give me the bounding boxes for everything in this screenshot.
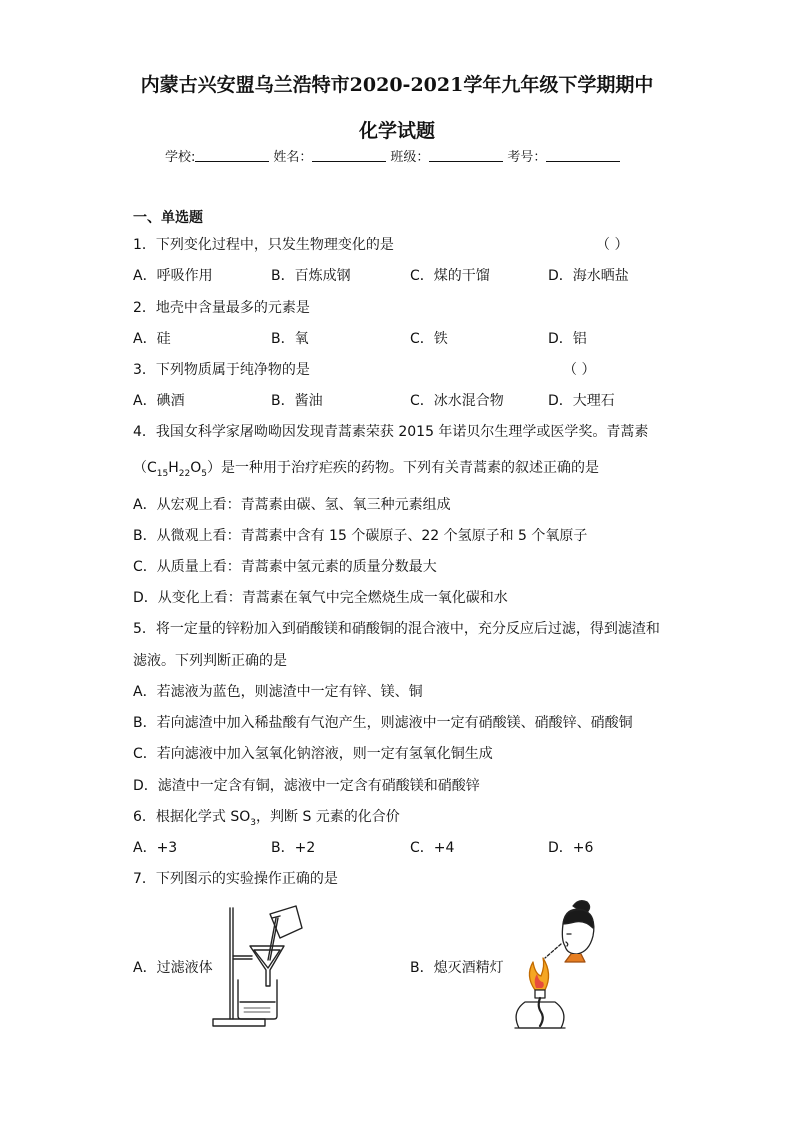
q5-option-c[interactable]: C．若向滤液中加入氢氧化钠溶液，则一定有氢氧化铜生成 [133, 746, 493, 762]
q3-answer-paren: （ ） [563, 362, 596, 378]
title-line2: 化学试题 [358, 120, 435, 142]
q2-option-d[interactable]: D．铝 [548, 331, 587, 347]
q4-option-a[interactable]: A．从宏观上看：青蒿素由碳、氢、氧三种元素组成 [133, 497, 451, 513]
q3-stem: 3．下列物质属于纯净物的是 [133, 362, 310, 378]
q6-option-d[interactable]: D．+6 [548, 840, 594, 856]
q7-option-b[interactable]: B．熄灭酒精灯 [410, 960, 504, 976]
q1-option-a[interactable]: A．呼吸作用 [133, 268, 213, 284]
class-label: 班级： [390, 150, 430, 165]
title-line1: 内蒙古兴安盟乌兰浩特市2020-2021学年九年级下学期期中 [140, 74, 654, 96]
q3-option-b[interactable]: B．酱油 [271, 393, 323, 409]
q6-option-b[interactable]: B．+2 [271, 840, 316, 856]
q5-option-d[interactable]: D．滤渣中一定含有铜，滤液中一定含有硝酸镁和硝酸锌 [133, 778, 480, 794]
q3-option-d[interactable]: D．大理石 [548, 393, 615, 409]
q2-stem: 2．地壳中含量最多的元素是 [133, 300, 310, 316]
q1-option-b[interactable]: B．百炼成钢 [271, 268, 351, 284]
q1-stem: 1．下列变化过程中，只发生物理变化的是 [133, 237, 394, 253]
school-label: 学校: [165, 150, 196, 165]
q1-answer-paren: （ ） [596, 237, 629, 253]
section-heading: 一、单选题 [133, 210, 203, 226]
student-info [165, 146, 624, 165]
q6-option-a[interactable]: A．+3 [133, 840, 178, 856]
q7-stem: 7．下列图示的实验操作正确的是 [133, 871, 338, 887]
q4-stem-line1: 4．我国女科学家屠呦呦因发现青蒿素荣获 2015 年诺贝尔生理学或医学奖。青蒿素 [133, 424, 649, 440]
q4-option-d[interactable]: D．从变化上看：青蒿素在氧气中完全燃烧生成一氧化碳和水 [133, 590, 508, 606]
q2-option-a[interactable]: A．硅 [133, 331, 171, 347]
q6-option-c[interactable]: C．+4 [410, 840, 455, 856]
number-label: 考号： [507, 150, 547, 165]
alcohol-lamp-figure [505, 894, 603, 1034]
name-blank[interactable] [312, 149, 386, 162]
name-label: 姓名： [273, 150, 313, 165]
q1-option-d[interactable]: D．海水晒盐 [548, 268, 629, 284]
q7-option-a[interactable]: A．过滤液体 [133, 960, 213, 976]
q3-option-c[interactable]: C．冰水混合物 [410, 393, 504, 409]
q4-stem-line2: $(C_{15}H_{22}O_5)$是一种用于治疗疟疾的药物。下列有关青蒿素的叙述正确的是 [133, 460, 599, 479]
q4-option-b[interactable]: B．从微观上看：青蒿素中含有 15 个碳原子、22 个氢原子和 5 个氧原子 [133, 528, 588, 544]
q3-option-a[interactable]: A．碘酒 [133, 393, 185, 409]
q2-option-c[interactable]: C．铁 [410, 331, 448, 347]
filtration-figure [210, 902, 305, 1030]
q5-option-a[interactable]: A．若滤液为蓝色，则滤渣中一定有锌、镁、铜 [133, 684, 423, 700]
q6-stem: 6．根据化学式 $SO_3$，判断 S 元素的化合价 [133, 809, 400, 828]
q5-stem-line2: 滤液。下列判断正确的是 [133, 653, 287, 669]
number-blank[interactable] [546, 149, 620, 162]
q2-option-b[interactable]: B．氧 [271, 331, 309, 347]
q4-option-c[interactable]: C．从质量上看：青蒿素中氢元素的质量分数最大 [133, 559, 437, 575]
q1-option-c[interactable]: C．煤的干馏 [410, 268, 490, 284]
class-blank[interactable] [429, 149, 503, 162]
school-blank[interactable] [195, 149, 269, 162]
q5-option-b[interactable]: B．若向滤渣中加入稀盐酸有气泡产生，则滤液中一定有硝酸镁、硝酸锌、硝酸铜 [133, 715, 633, 731]
q5-stem-line1: 5．将一定量的锌粉加入到硝酸镁和硝酸铜的混合液中，充分反应后过滤，得到滤渣和 [133, 621, 660, 637]
